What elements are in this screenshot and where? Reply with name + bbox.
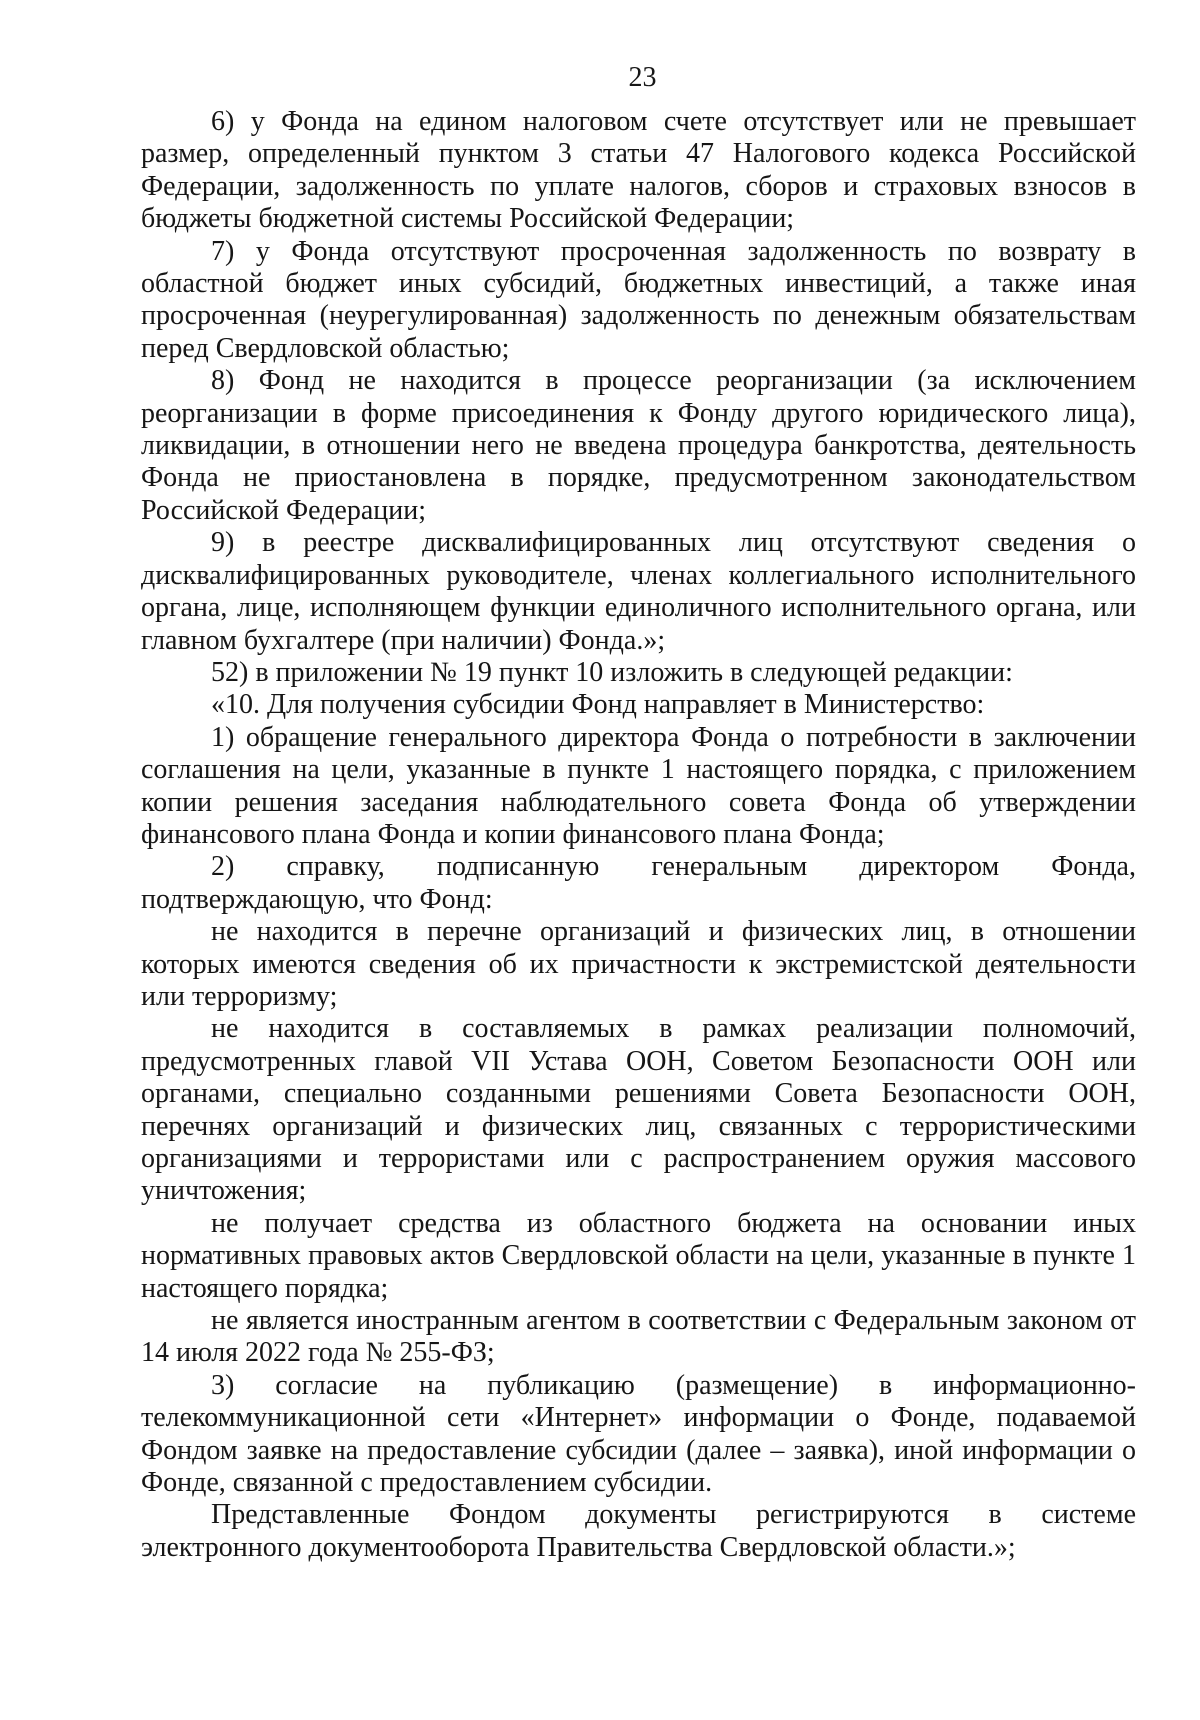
paragraph-point-10: «10. Для получения субсидии Фонд направляет в Министерство: (211, 689, 985, 721)
paragraph-item-7: 7) у Фонда отсутствуют просроченная задолженность по возврату в областной бюджет иных субсидий, бюджетных инвестиций, а также иная просроченная (неурегулированная) задолженность по денежным обязательствам перед Свердловской областью; (141, 235, 1136, 364)
paragraph-condition-no-funds: не получает средства из областного бюджета на основании иных нормативных правовых актов Свердловской области на цели, указанные в пункте 1 настоящего порядка; (141, 1207, 1136, 1304)
paragraph-item-8: 8) Фонд не находится в процессе реорганизации (за исключением реорганизации в форме присоединения к Фонду другого юридического лица), ликвидации, в отношении него не введена процедура банкротства, деятельность Фонда не приостановлена в порядке, предусмотренном законодательством Российской Федерации; (141, 365, 1136, 526)
paragraph-condition-foreign-agent: не является иностранным агентом в соответствии с Федеральным законом от 14 июля 2022 года № 255-ФЗ; (141, 1305, 1136, 1369)
paragraph-condition-extremism: не находится в перечне организаций и физических лиц, в отношении которых имеются сведения об их причастности к экстремистской деятельности или терроризму; (141, 916, 1136, 1012)
paragraph-amendment-52: 52) в приложении № 19 пункт 10 изложить в следующей редакции: (211, 656, 1013, 688)
document-page (141, 60, 1136, 1564)
paragraph-registration: Представленные Фондом документы регистрируются в системе электронного документооборота Правительства Свердловской области.»; (141, 1499, 1136, 1563)
paragraph-subitem-3: 3) согласие на публикацию (размещение) в информационно-телекоммуникационной сети «Интернет» информации о Фонде, подаваемой Фондом заявке на предоставление субсидии (далее – заявка), иной информации о Фонде, связанной с предоставлением субсидии. (141, 1369, 1136, 1499)
page-number: 23 (628, 62, 657, 93)
paragraph-item-6: 6) у Фонда на едином налоговом счете отсутствует или не превышает размер, определенный пунктом 3 статьи 47 Налогового кодекса Российской Федерации, задолженность по уплате налогов, сборов и страховых взносов в бюджеты бюджетной системы Российской Федерации; (141, 106, 1136, 235)
paragraph-condition-un-lists: не находится в составляемых в рамках реализации полномочий, предусмотренных главой VII Устава ООН, Советом Безопасности ООН или органами, специально созданными решениями Совета Безопасности ООН, перечнях организаций и физических лиц, связанных с террористическими организациями и террористами или с распространением оружия массового уничтожения; (141, 1013, 1136, 1207)
paragraph-item-9: 9) в реестре дисквалифицированных лиц отсутствуют сведения о дисквалифицированных руководителе, членах коллегиального исполнительного органа, лице, исполняющем функции единоличного исполнительного органа, или главном бухгалтере (при наличии) Фонда.»; (141, 527, 1136, 656)
paragraph-subitem-2: 2) справку, подписанную генеральным директором Фонда, подтверждающую, что Фонд: (141, 851, 1136, 915)
paragraph-subitem-1: 1) обращение генерального директора Фонда о потребности в заключении соглашения на цели, указанные в пункте 1 настоящего порядка, с приложением копии решения заседания наблюдательного совета Фонда об утверждении финансового плана Фонда и копии финансового плана Фонда; (141, 721, 1136, 850)
